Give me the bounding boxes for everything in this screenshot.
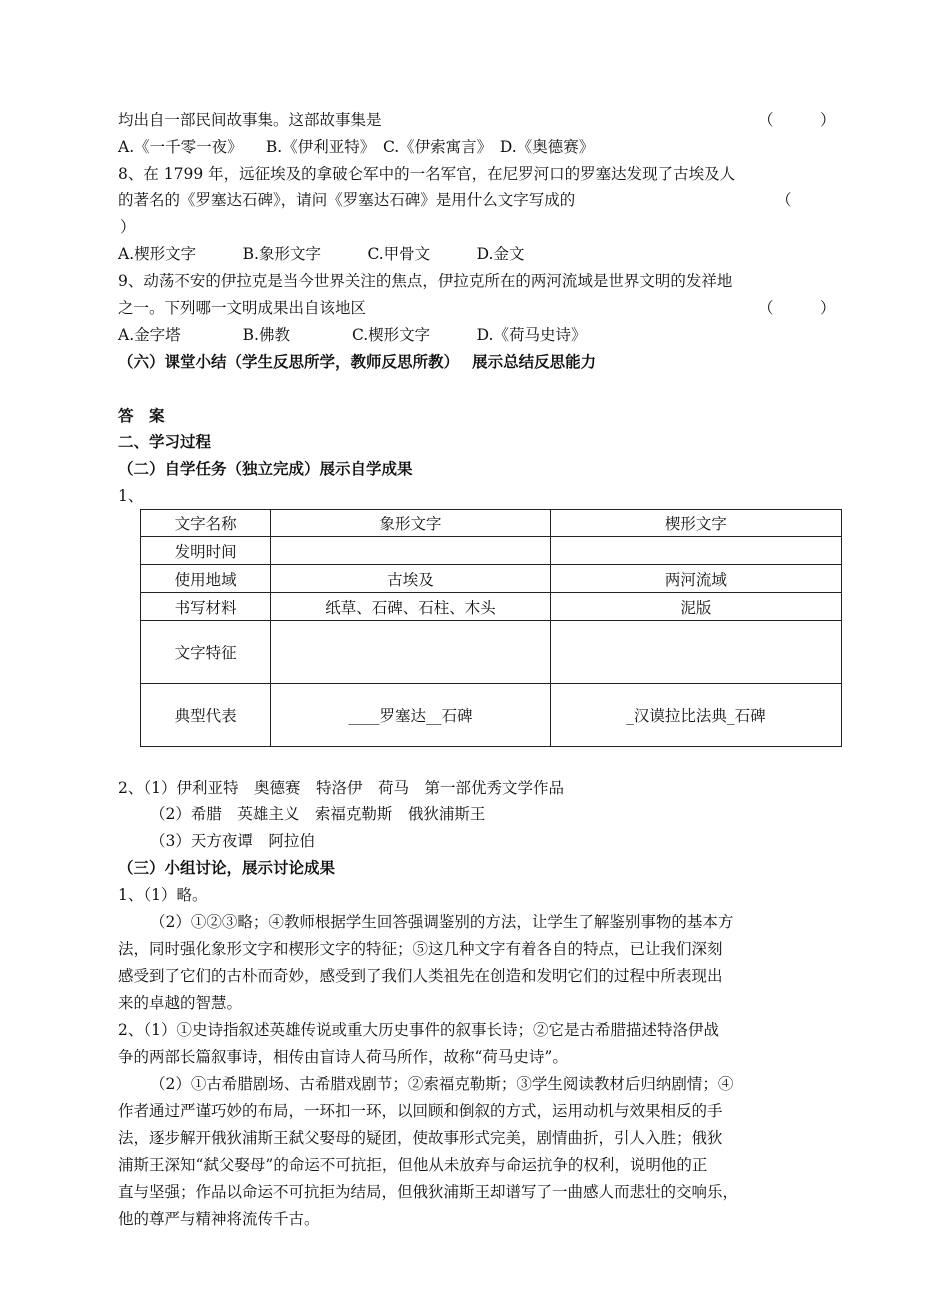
q9-line-2: 之一。下列哪一文明成果出自该地区 — [118, 299, 367, 317]
table-row — [141, 593, 842, 621]
q9-options: A.金字塔 B.佛教 C.楔形文字 D.《荷马史诗》 — [118, 326, 587, 344]
table-cell: 典型代表 — [141, 684, 271, 747]
table-row — [141, 537, 842, 565]
group-discussion-heading: （三）小组讨论，展示讨论成果 — [118, 859, 336, 877]
table-row — [141, 621, 842, 684]
d2-p2-line: 直与坚强；作品以命运不可抗拒为结局，但俄狄浦斯王却谱写了一曲感人而悲壮的交响乐， — [118, 1183, 739, 1201]
d1-line-1: 1、（1）略。 — [118, 886, 208, 904]
table-cell — [550, 537, 841, 565]
table-cell: ____罗塞达__石碑 — [271, 684, 550, 747]
item-1-label: 1、 — [118, 487, 144, 505]
q8-line-1: 8、在 1799 年，远征埃及的拿破仑军中的一名军官，在尼罗河口的罗塞达发现了古埃及人 — [118, 165, 736, 183]
d2-p2-line: 他的尊严与精神将流传千古。 — [118, 1210, 320, 1228]
table-cell: 泥版 — [550, 593, 841, 621]
answer-heading: 答 案 — [118, 407, 165, 425]
table-header-cell: 文字名称 — [141, 510, 271, 537]
q7-options: A.《一千零一夜》 B.《伊利亚特》 C.《伊索寓言》 D.《奥德赛》 — [118, 138, 595, 156]
d2-p2-line: （2）①古希腊剧场、古希腊戏剧节；②索福克勒斯；③学生阅读教材后归纳剧情；④ — [150, 1075, 734, 1093]
d1-p2-line: 感受到了它们的古朴而奇妙，感受到了我们人类祖先在创造和发明它们的过程中所表现出 — [118, 967, 723, 985]
section-learning-process: 二、学习过程 — [118, 433, 212, 451]
item-2-line-3: （3）天方夜谭 阿拉伯 — [150, 832, 315, 850]
table-row — [141, 684, 842, 747]
table-cell: 文字特征 — [141, 621, 271, 684]
table-header-cell: 象形文字 — [271, 510, 550, 537]
table-cell: 古埃及 — [271, 565, 550, 593]
table-cell: 使用地域 — [141, 565, 271, 593]
q7-stem: 均出自一部民间故事集。这部故事集是 — [118, 111, 382, 129]
q7-answer-bracket: （ ） — [758, 111, 836, 129]
d1-p2-line: （2）①②③略；④教师根据学生回答强调鉴别的方法，让学生了解鉴别事物的基本方 — [150, 913, 734, 931]
self-study-task-heading: （二）自学任务（独立完成）展示自学成果 — [118, 460, 413, 478]
d1-p2-line: 法，同时强化象形文字和楔形文字的特征；⑤这几种文字有着各自的特点，已让我们深刻 — [118, 940, 723, 958]
q8-options: A.楔形文字 B.象形文字 C.甲骨文 D.金文 — [118, 245, 525, 263]
writing-comparison-table — [140, 509, 842, 747]
table-cell: 书写材料 — [141, 593, 271, 621]
q9-answer-bracket: （ ） — [758, 299, 836, 317]
table-header-row — [141, 510, 842, 537]
d2-p2-line: 作者通过严谨巧妙的布局，一环扣一环，以回顾和倒叙的方式，运用动机与效果相反的手 — [118, 1102, 723, 1120]
table-cell: 发明时间 — [141, 537, 271, 565]
q9-line-1: 9、动荡不安的伊拉克是当今世界关注的焦点，伊拉克所在的两河流域是世界文明的发祥地 — [118, 272, 733, 290]
d2-p1-line: 争的两部长篇叙事诗，相传由盲诗人荷马所作，故称“荷马史诗”。 — [118, 1048, 568, 1066]
item-2-line-1: 2、（1）伊利亚特 奥德赛 特洛伊 荷马 第一部优秀文学作品 — [118, 779, 564, 797]
table-cell: _汉谟拉比法典_石碑 — [550, 684, 841, 747]
d2-p2-line: 浦斯王深知“弑父娶母”的命运不可抗拒，但他从未放弃与命运抗争的权利，说明他的正 — [118, 1156, 708, 1174]
class-summary-heading: （六）课堂小结（学生反思所学，教师反思所教） 展示总结反思能力 — [118, 353, 597, 371]
table-cell: 纸草、石碑、石柱、木头 — [271, 593, 550, 621]
d1-p2-line: 来的卓越的智慧。 — [118, 994, 243, 1012]
d2-p2-line: 法，逐步解开俄狄浦斯王弑父娶母的疑团，使故事形式完美，剧情曲折，引人入胜；俄狄 — [118, 1129, 723, 1147]
q8-line-2: 的著名的《罗塞达石碑》，请问《罗塞达石碑》是用什么文字写成的 — [118, 191, 576, 209]
table-cell — [550, 621, 841, 684]
q8-bracket-close: ） — [120, 218, 136, 236]
table-header-cell: 楔形文字 — [550, 510, 841, 537]
table-cell — [271, 621, 550, 684]
q8-bracket-open: （ — [776, 191, 792, 209]
d2-p1-line: 2、（1）①史诗指叙述英雄传说或重大历史事件的叙事长诗；②它是古希腊描述特洛伊战 — [118, 1021, 719, 1039]
item-2-line-2: （2）希腊 英雄主义 索福克勒斯 俄狄浦斯王 — [150, 805, 486, 823]
table-cell — [271, 537, 550, 565]
table-cell: 两河流域 — [550, 565, 841, 593]
table-row — [141, 565, 842, 593]
